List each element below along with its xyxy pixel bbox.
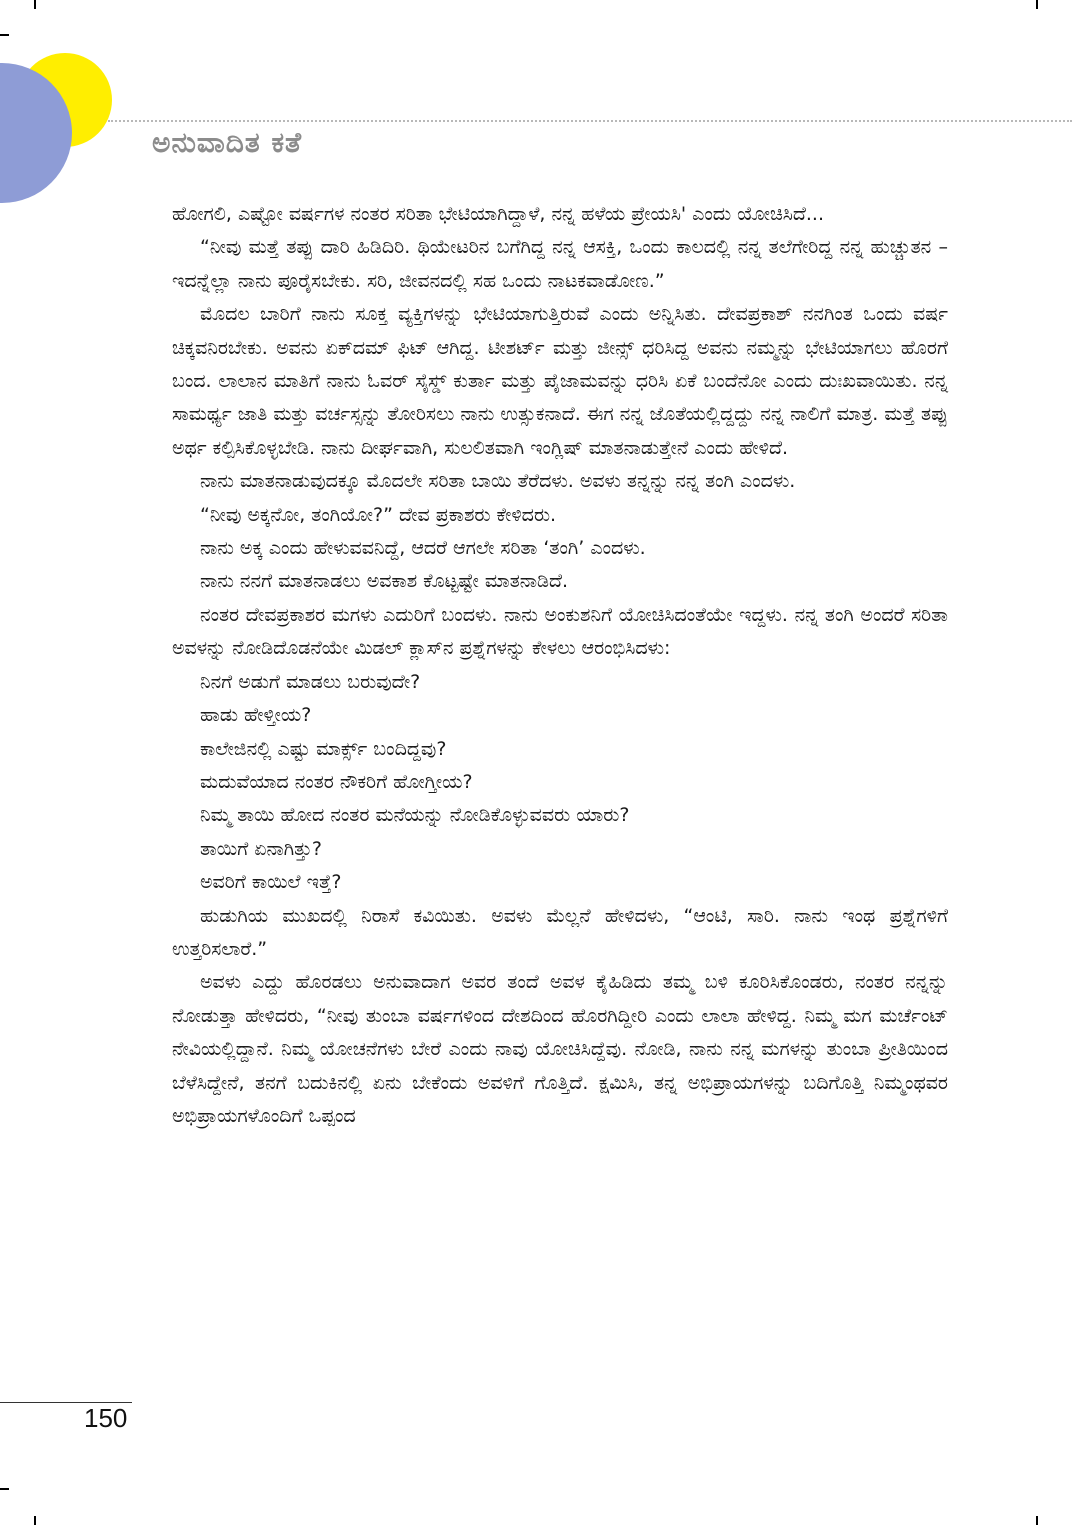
paragraph: ನಾನು ಅಕ್ಕ ಎಂದು ಹೇಳುವವನಿದ್ದೆ, ಆದರೆ ಆಗಲೇ ಸರಿತಾ ‘ತಂಗಿ’ ಎಂದಳು. — [200, 537, 646, 560]
page-number: 150 — [84, 1403, 128, 1433]
paragraph: ಮೊದಲ ಬಾರಿಗೆ ನಾನು ಸೂಕ್ತ ವ್ಯಕ್ತಿಗಳನ್ನು ಭೇಟಿಯಾಗುತ್ತಿರುವೆ ಎಂದು ಅನ್ನಿಸಿತು. ದೇವಪ್ರಕಾಶ್ ನನಗಿಂತ ಒಂದು ವರ್ಷ ಚಿಕ್ಕವನಿರಬೇಕು. ಅವನು ಏಕ್‌ದಮ್ ಫಿಟ್ ಆಗಿದ್ದ. ಟೀಶರ್ಟ್ ಮತ್ತು ಜೀನ್ಸ್ ಧರಿಸಿದ್ದ ಅವನು ನಮ್ಮನ್ನು ಭೇಟಿಯಾಗಲು ಹೊರಗೆ ಬಂದ. ಲಾಲಾನ ಮಾತಿಗೆ ನಾನು ಓವರ್ ಸೈಸ್ಡ್ ಕುರ್ತಾ ಮತ್ತು ಪೈಜಾಮವನ್ನು ಧರಿಸಿ ಏಕೆ ಬಂದೆನೋ ಎಂದು ದುಃಖವಾಯಿತು. ನನ್ನ ಸಾಮರ್ಥ್ಯ ಜಾತಿ ಮತ್ತು ವರ್ಚಸ್ಸನ್ನು ತೋರಿಸಲು ನಾನು ಉತ್ಸುಕನಾದೆ. ಈಗ ನನ್ನ ಜೊತೆಯಲ್ಲಿದ್ದದ್ದು ನನ್ನ ನಾಲಿಗೆ ಮಾತ್ರ. ಮತ್ತೆ ತಪ್ಪು ಅರ್ಥ ಕಲ್ಪಿಸಿಕೊಳ್ಳಬೇಡಿ. ನಾನು ದೀರ್ಘವಾಗಿ, ಸುಲಲಿತವಾಗಿ ಇಂಗ್ಲಿಷ್ ಮಾತನಾಡುತ್ತೇನೆ ಎಂದು ಹೇಳಿದೆ. — [172, 303, 948, 459]
decorative-circles — [0, 0, 120, 210]
paragraph: ಹುಡುಗಿಯ ಮುಖದಲ್ಲಿ ನಿರಾಸೆ ಕವಿಯಿತು. ಅವಳು ಮೆಲ್ಲನೆ ಹೇಳಿದಳು, “ಆಂಟಿ, ಸಾರಿ. ನಾನು ಇಂಥ ಪ್ರಶ್ನೆಗಳಿಗೆ ಉತ್ತರಿಸಲಾರೆ.” — [172, 904, 948, 960]
question-line: ಕಾಲೇಜಿನಲ್ಲಿ ಎಷ್ಟು ಮಾರ್ಕ್ಸ್ ಬಂದಿದ್ದವು? — [200, 737, 447, 760]
question-line: ನಿನಗೆ ಅಡುಗೆ ಮಾಡಲು ಬರುವುದೇ? — [200, 670, 421, 693]
crop-mark-bottom-right — [1036, 1516, 1038, 1525]
question-line: ಹಾಡು ಹೇಳ್ತೀಯ? — [200, 704, 312, 727]
paragraph: ಅವಳು ಎದ್ದು ಹೊರಡಲು ಅನುವಾದಾಗ ಅವರ ತಂದೆ ಅವಳ ಕೈಹಿಡಿದು ತಮ್ಮ ಬಳಿ ಕೂರಿಸಿಕೊಂಡರು, ನಂತರ ನನ್ನನ್ನು ನೋಡುತ್ತಾ ಹೇಳಿದರು, “ನೀವು ತುಂಬಾ ವರ್ಷಗಳಿಂದ ದೇಶದಿಂದ ಹೊರಗಿದ್ದೀರಿ ಎಂದು ಲಾಲಾ ಹೇಳಿದ್ದ. ನಿಮ್ಮ ಮಗ ಮರ್ಚೆಂಟ್ ನೇವಿಯಲ್ಲಿದ್ದಾನೆ. ನಿಮ್ಮ ಯೋಚನೆಗಳು ಬೇರೆ ಎಂದು ನಾವು ಯೋಚಿಸಿದ್ದೆವು. ನೋಡಿ, ನಾನು ನನ್ನ ಮಗಳನ್ನು ತುಂಬಾ ಪ್ರೀತಿಯಿಂದ ಬೆಳೆಸಿದ್ದೇನೆ, ತನಗೆ ಬದುಕಿನಲ್ಲಿ ಏನು ಬೇಕೆಂದು ಅವಳಿಗೆ ಗೊತ್ತಿದೆ. ಕ್ಷಮಿಸಿ, ತನ್ನ ಅಭಿಪ್ರಾಯಗಳನ್ನು ಬದಿಗೊತ್ತಿ ನಿಮ್ಮಂಥವರ ಅಭಿಪ್ರಾಯಗಳೊಂದಿಗೆ ಒಪ್ಪಂದ — [172, 971, 948, 1127]
paragraph: “ನೀವು ಮತ್ತೆ ತಪ್ಪು ದಾರಿ ಹಿಡಿದಿರಿ. ಥಿಯೇಟರಿನ ಬಗೆಗಿದ್ದ ನನ್ನ ಆಸಕ್ತಿ, ಒಂದು ಕಾಲದಲ್ಲಿ ನನ್ನ ತಲೆಗೇರಿದ್ದ ನನ್ನ ಹುಚ್ಚುತನ – ಇದನ್ನೆಲ್ಲಾ ನಾನು ಪೂರೈಸಬೇಕು. ಸರಿ, ಜೀವನದಲ್ಲಿ ಸಹ ಒಂದು ನಾಟಕವಾಡೋಣ.” — [172, 236, 948, 292]
question-line: ನಿಮ್ಮ ತಾಯಿ ಹೋದ ನಂತರ ಮನೆಯನ್ನು ನೋಡಿಕೊಳ್ಳುವವರು ಯಾರು? — [200, 804, 630, 827]
crop-mark-left-bottom — [0, 1488, 9, 1490]
paragraph: ನಂತರ ದೇವಪ್ರಕಾಶರ ಮಗಳು ಎದುರಿಗೆ ಬಂದಳು. ನಾನು ಅಂಕುಶನಿಗೆ ಯೋಚಿಸಿದಂತೆಯೇ ಇದ್ದಳು. ನನ್ನ ತಂಗಿ ಅಂದರೆ ಸರಿತಾ ಅವಳನ್ನು ನೋಡಿದೊಡನೆಯೇ ಮಿಡಲ್ ಕ್ಲಾಸ್‌ನ ಪ್ರಶ್ನೆಗಳನ್ನು ಕೇಳಲು ಆರಂಭಿಸಿದಳು: — [172, 603, 948, 660]
question-line: ಮದುವೆಯಾದ ನಂತರ ನೌಕರಿಗೆ ಹೋಗ್ತೀಯ? — [200, 770, 473, 793]
question-line: ತಾಯಿಗೆ ಏನಾಗಿತ್ತು? — [200, 837, 322, 860]
crop-mark-bottom-left — [34, 1516, 36, 1525]
paragraph: ಹೋಗಲಿ, ಎಷ್ಟೋ ವರ್ಷಗಳ ನಂತರ ಸರಿತಾ ಭೇಟಿಯಾಗಿದ್ದಾಳೆ, ನನ್ನ ಹಳೆಯ ಪ್ರೇಯಸಿ' ಎಂದು ಯೋಚಿಸಿದೆ... — [172, 203, 825, 225]
header-dotted-rule — [108, 120, 1072, 122]
paragraph: ನಾನು ಮಾತನಾಡುವುದಕ್ಕೂ ಮೊದಲೇ ಸರಿತಾ ಬಾಯಿ ತೆರೆದಳು. ಅವಳು ತನ್ನನ್ನು ನನ್ನ ತಂಗಿ ಎಂದಳು. — [200, 470, 796, 493]
paragraph: “ನೀವು ಅಕ್ಕನೋ, ತಂಗಿಯೋ?” ದೇವ ಪ್ರಕಾಶರು ಕೇಳಿದರು. — [200, 503, 557, 526]
story-body — [172, 198, 948, 1133]
paragraph: ನಾನು ನನಗೆ ಮಾತನಾಡಲು ಅವಕಾಶ ಕೊಟ್ಟಷ್ಟೇ ಮಾತನಾಡಿದೆ. — [200, 570, 569, 593]
section-title: ಅನುವಾದಿತ ಕತೆ — [152, 126, 303, 159]
crop-mark-top-right — [1036, 0, 1038, 9]
question-line: ಅವರಿಗೆ ಕಾಯಿಲೆ ಇತ್ತೆ? — [200, 871, 342, 894]
